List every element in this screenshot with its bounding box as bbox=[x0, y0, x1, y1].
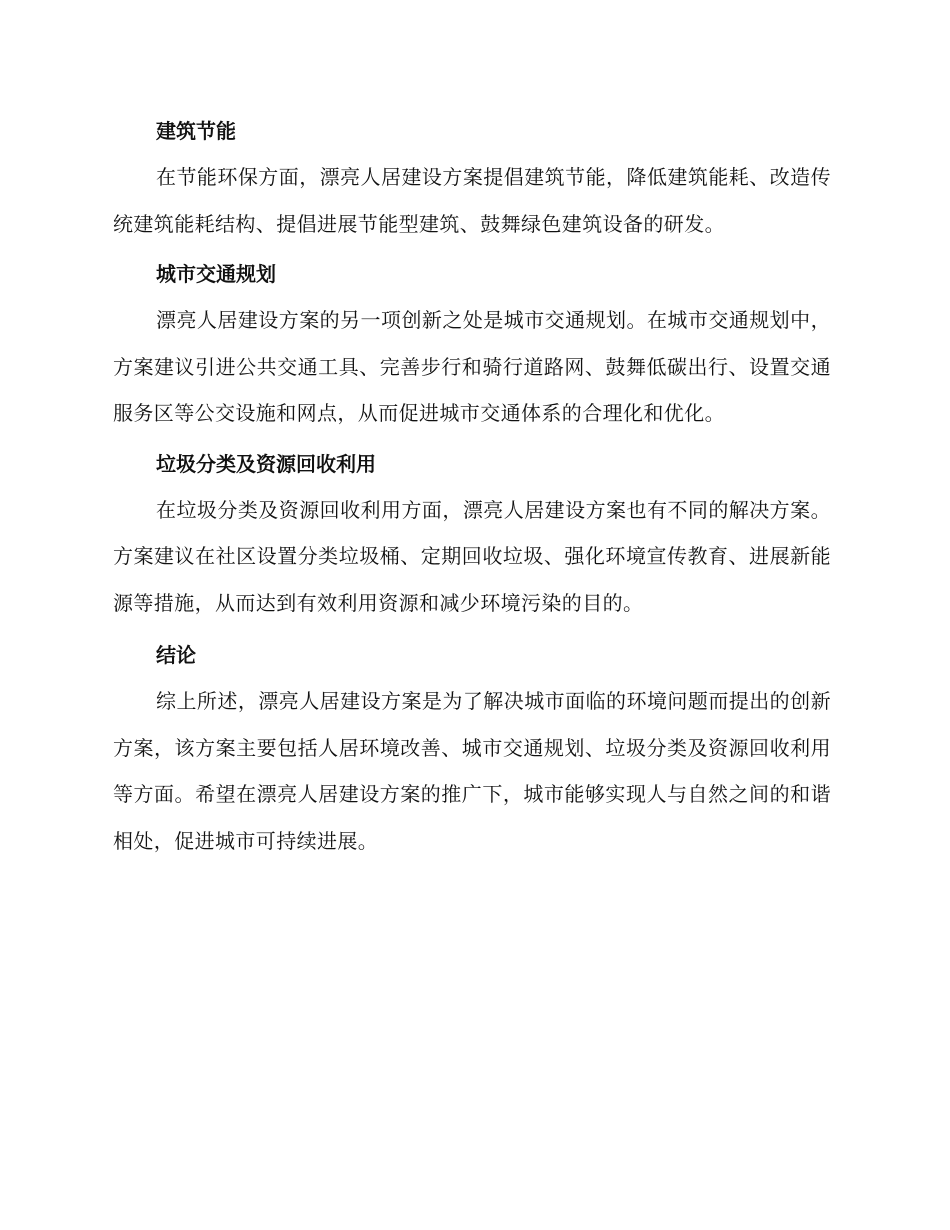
section-building-energy bbox=[113, 108, 831, 247]
section-conclusion bbox=[113, 632, 831, 864]
section-heading: 结论 bbox=[156, 643, 196, 667]
section-urban-traffic bbox=[113, 251, 831, 437]
section-heading: 城市交通规划 bbox=[156, 262, 276, 286]
document-content bbox=[113, 108, 831, 870]
section-paragraph: 综上所述，漂亮人居建设方案是为了解决城市面临的环境问题而提出的创新方案，该方案主要包括人居环境改善、城市交通规划、垃圾分类及资源回收利用等方面。希望在漂亮人居建设方案的推广下，城市能够实现人与自然之间的和谐相处，促进城市可持续进展。 bbox=[113, 689, 831, 853]
section-heading: 建筑节能 bbox=[156, 119, 236, 143]
section-waste-recycling bbox=[113, 441, 831, 627]
section-paragraph: 在节能环保方面，漂亮人居建设方案提倡建筑节能，降低建筑能耗、改造传统建筑能耗结构、提倡进展节能型建筑、鼓舞绿色建筑设备的研发。 bbox=[113, 165, 831, 236]
section-heading: 垃圾分类及资源回收利用 bbox=[156, 451, 376, 476]
section-paragraph: 漂亮人居建设方案的另一项创新之处是城市交通规划。在城市交通规划中，方案建议引进公共交通工具、完善步行和骑行道路网、鼓舞低碳出行、设置交通服务区等公交设施和网点，从而促进城市交通体系的合理化和优化。 bbox=[113, 308, 831, 425]
section-paragraph: 在垃圾分类及资源回收利用方面，漂亮人居建设方案也有不同的解决方案。方案建议在社区设置分类垃圾桶、定期回收垃圾、强化环境宣传教育、进展新能源等措施，从而达到有效利用资源和减少环境污染的目的。 bbox=[113, 497, 831, 615]
